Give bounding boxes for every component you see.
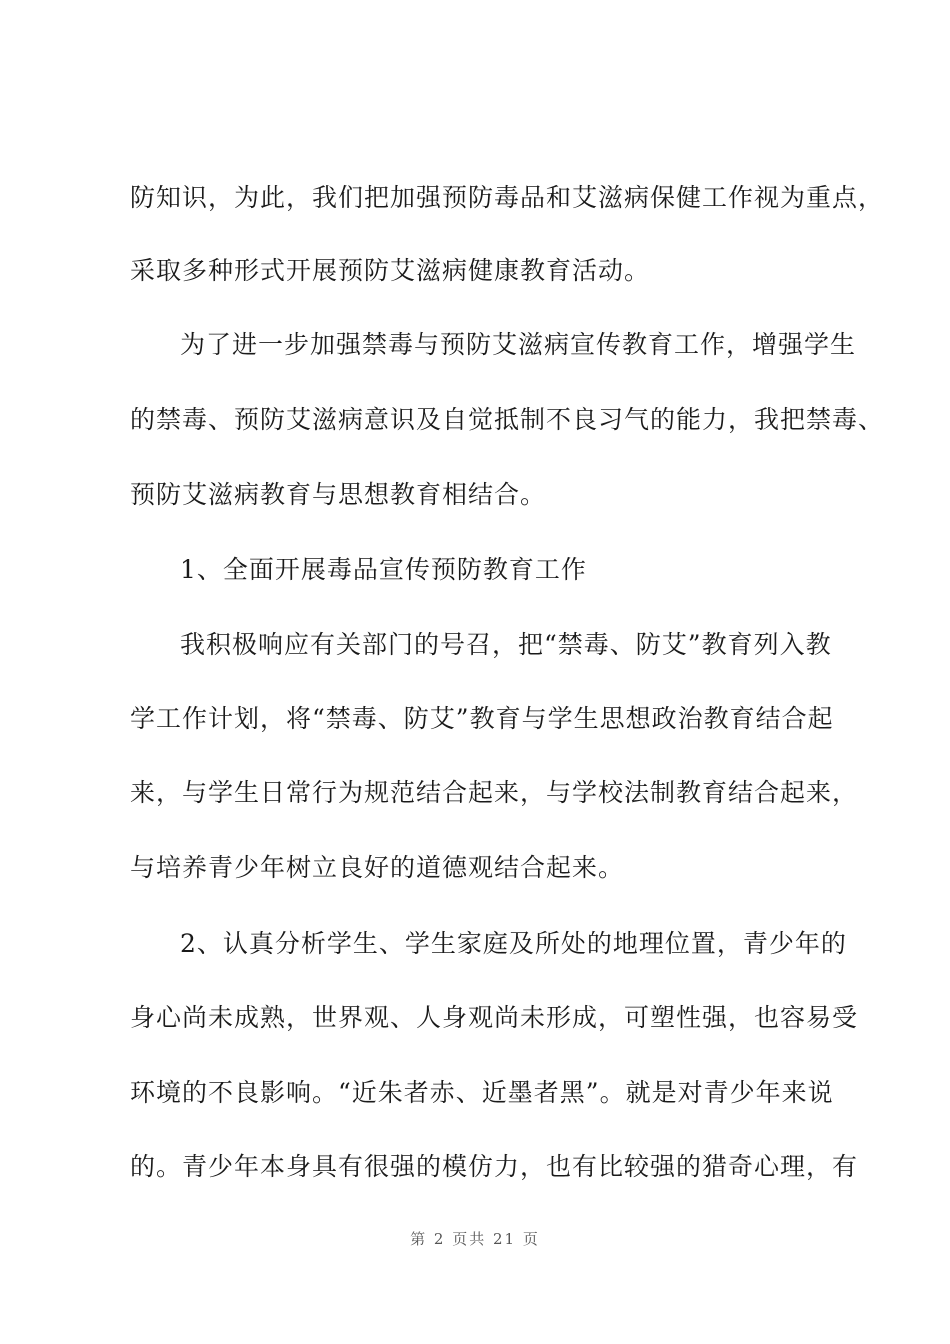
text-line: 我积极响应有关部门的号召，把“禁毒、防艾”教育列入教: [180, 630, 832, 659]
text-line: 与培养青少年树立良好的道德观结合起来。: [130, 853, 625, 882]
text-line: 2、认真分析学生、学生家庭及所处的地理位置，青少年的: [180, 929, 847, 958]
text-line: 环境的不良影响。“近朱者赤、近墨者黑”。就是对青少年来说: [130, 1078, 834, 1107]
text-line: 防知识，为此，我们把加强预防毒品和艾滋病保健工作视为重点，: [130, 183, 885, 212]
text-line: 的。青少年本身具有很强的模仿力，也有比较强的猎奇心理，有: [130, 1152, 859, 1181]
text-line: 采取多种形式开展预防艾滋病健康教育活动。: [130, 256, 651, 285]
text-line: 身心尚未成熟，世界观、人身观尚未形成，可塑性强，也容易受: [130, 1003, 859, 1032]
text-line: 预防艾滋病教育与思想教育相结合。: [130, 480, 547, 509]
section-heading: 1、全面开展毒品宣传预防教育工作: [180, 555, 587, 584]
text-line: 学工作计划，将“禁毒、防艾”教育与学生思想政治教育结合起: [130, 704, 834, 733]
text-line: 来，与学生日常行为规范结合起来，与学校法制教育结合起来，: [130, 778, 859, 807]
page-number-footer: 第 2 页共 21 页: [410, 1230, 540, 1248]
text-line: 为了进一步加强禁毒与预防艾滋病宣传教育工作，增强学生: [180, 330, 857, 359]
text-line: 的禁毒、预防艾滋病意识及自觉抵制不良习气的能力，我把禁毒、: [130, 405, 885, 434]
